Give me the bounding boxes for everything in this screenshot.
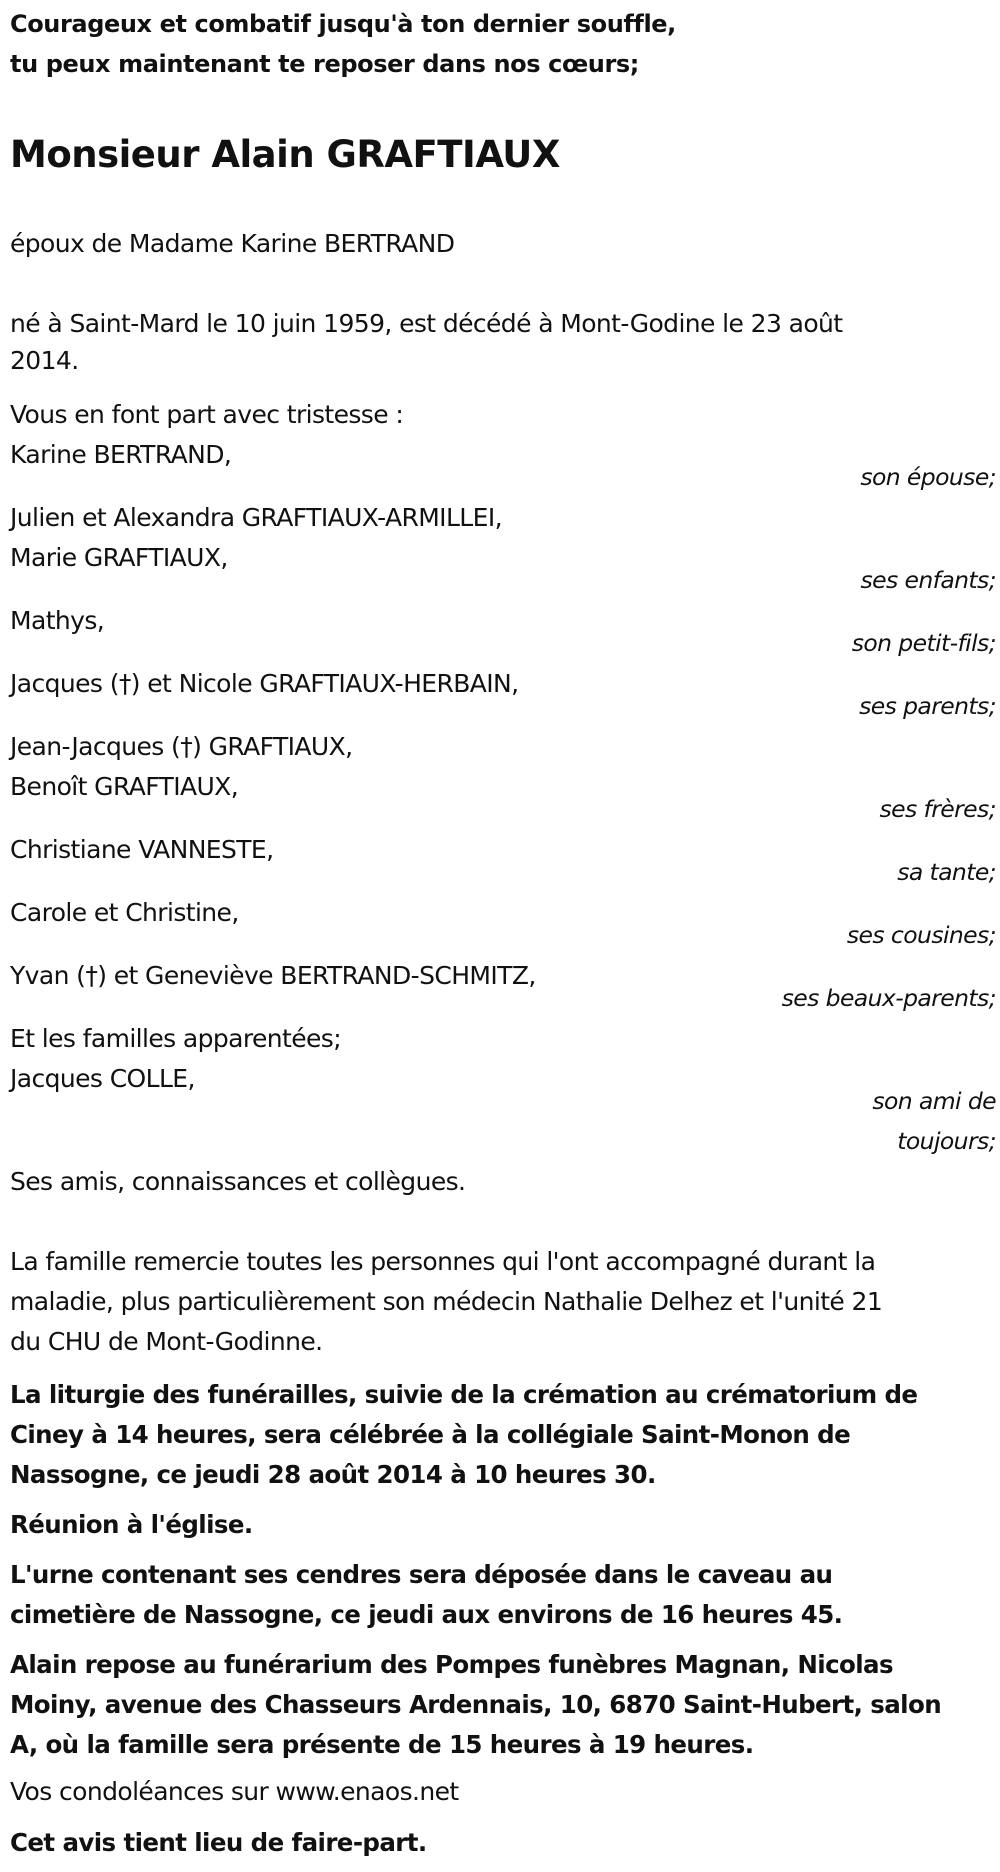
family-relation: ses enfants; [860, 566, 996, 594]
family-relation: son petit-fils; [851, 629, 996, 657]
meeting-line: Réunion à l'église. [10, 1510, 253, 1539]
thanks-line-3: du CHU de Mont-Godinne. [10, 1327, 323, 1356]
family-relation: son épouse; [860, 463, 996, 491]
family-name: Carole et Christine, [10, 898, 239, 927]
family-name: Mathys, [10, 606, 105, 635]
liturgy-line-2: Ciney à 14 heures, sera célébrée à la collégiale Saint-Monon de [10, 1420, 851, 1449]
epigraph-line-2: tu peux maintenant te reposer dans nos cœurs; [10, 50, 640, 78]
urn-line-1: L'urne contenant ses cendres sera déposée dans le caveau au [10, 1560, 833, 1589]
family-name: Julien et Alexandra GRAFTIAUX-ARMILLEI, [10, 503, 502, 532]
liturgy-line-1: La liturgie des funérailles, suivie de la crémation au crématorium de [10, 1380, 918, 1409]
family-name: Jacques COLLE, [10, 1064, 195, 1093]
family-name: Benoît GRAFTIAUX, [10, 772, 239, 801]
family-relation: ses frères; [879, 795, 996, 823]
family-relation: toujours; [897, 1127, 996, 1155]
spouse-line: époux de Madame Karine BERTRAND [10, 229, 455, 258]
rest-line-3: A, où la famille sera présente de 15 heures à 19 heures. [10, 1730, 754, 1759]
family-relation: ses beaux-parents; [781, 984, 996, 1012]
epigraph-line-1: Courageux et combatif jusqu'à ton dernier souffle, [10, 10, 676, 38]
family-name: Christiane VANNESTE, [10, 835, 274, 864]
birth-death-line-1: né à Saint-Mard le 10 juin 1959, est décédé à Mont-Godine le 23 août [10, 309, 843, 338]
urn-line-2: cimetière de Nassogne, ce jeudi aux environs de 16 heures 45. [10, 1600, 843, 1629]
family-name: Karine BERTRAND, [10, 440, 232, 469]
family-relation: son ami de [872, 1087, 996, 1115]
family-name: Yvan (†) et Geneviève BERTRAND-SCHMITZ, [10, 961, 536, 990]
condolences-line: Vos condoléances sur www.enaos.net [10, 1777, 459, 1806]
liturgy-line-3: Nassogne, ce jeudi 28 août 2014 à 10 heures 30. [10, 1460, 656, 1489]
thanks-line-1: La famille remercie toutes les personnes qui l'ont accompagné durant la [10, 1247, 876, 1276]
family-name: Jean-Jacques (†) GRAFTIAUX, [10, 732, 353, 761]
family-closing: Ses amis, connaissances et collègues. [10, 1167, 466, 1196]
footer-note: Cet avis tient lieu de faire-part. [10, 1828, 427, 1857]
family-name: Et les familles apparentées; [10, 1024, 342, 1053]
thanks-line-2: maladie, plus particulièrement son médecin Nathalie Delhez et l'unité 21 [10, 1287, 883, 1316]
family-relation: sa tante; [897, 858, 996, 886]
rest-line-2: Moiny, avenue des Chasseurs Ardennais, 10, 6870 Saint-Hubert, salon [10, 1690, 942, 1719]
family-name: Marie GRAFTIAUX, [10, 543, 228, 572]
family-relation: ses parents; [859, 692, 996, 720]
rest-line-1: Alain repose au funérarium des Pompes funèbres Magnan, Nicolas [10, 1650, 893, 1679]
birth-death-line-2: 2014. [10, 346, 79, 375]
family-name: Jacques (†) et Nicole GRAFTIAUX-HERBAIN, [10, 669, 519, 698]
family-relation: ses cousines; [846, 921, 996, 949]
deceased-name-title: Monsieur Alain GRAFTIAUX [10, 133, 560, 176]
announcement-intro: Vous en font part avec tristesse : [10, 400, 404, 429]
